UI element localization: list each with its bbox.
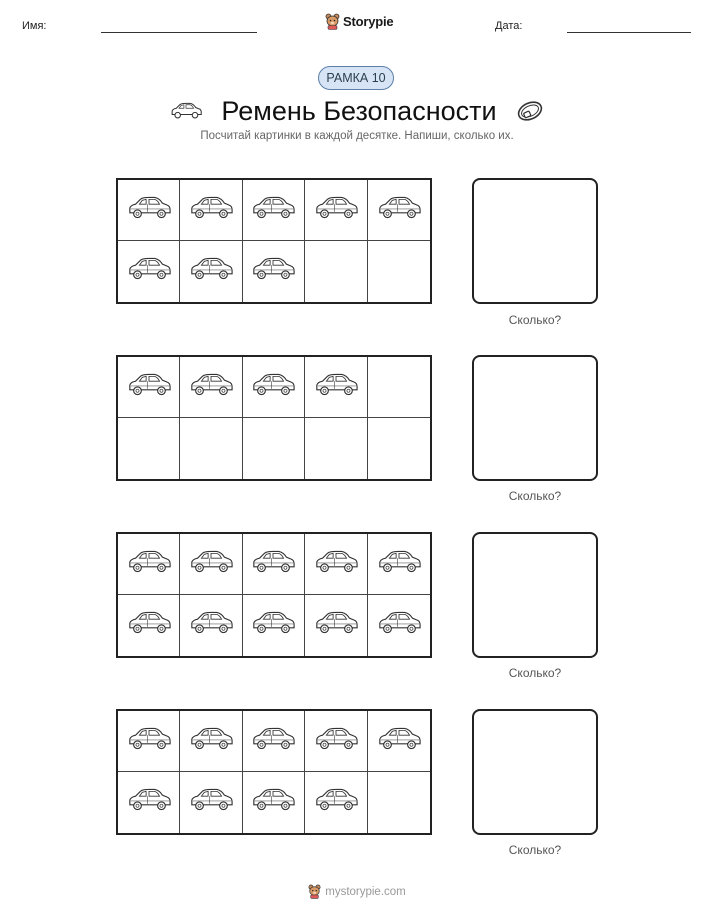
answer-box[interactable] (472, 355, 598, 481)
frame-cell (118, 180, 180, 241)
answer-label: Сколько? (508, 666, 562, 680)
frame-cell (243, 772, 305, 833)
frame-cell (368, 772, 430, 833)
car-icon (126, 195, 172, 226)
car-icon (313, 549, 359, 580)
frame-cell (118, 241, 180, 302)
frame-cell (305, 595, 367, 656)
brand-logo (325, 13, 393, 30)
car-icon (376, 195, 422, 226)
car-icon (313, 610, 359, 641)
ten-frame (116, 532, 432, 658)
frame-badge: РАМКА 10 (318, 66, 394, 90)
seatbelt-icon (515, 99, 545, 123)
frame-cell (368, 180, 430, 241)
car-icon (250, 372, 296, 403)
car-icon (126, 610, 172, 641)
footer-url[interactable]: mystorypie.com (325, 885, 406, 898)
bear-icon (308, 884, 321, 899)
frame-cell (368, 711, 430, 772)
frame-cell (243, 241, 305, 302)
car-icon (188, 195, 234, 226)
frame-cell (243, 534, 305, 595)
frame-cell (368, 241, 430, 302)
instructions: Посчитай картинки в каждой десятке. Напиши, сколько их. (200, 130, 514, 142)
car-icon (313, 787, 359, 818)
frame-cell (180, 241, 242, 302)
frame-cell (118, 418, 180, 479)
frame-cell (180, 711, 242, 772)
frame-cell (305, 180, 367, 241)
name-line[interactable] (101, 32, 257, 33)
frame-cell (180, 534, 242, 595)
brand-name: Storypie (343, 14, 394, 29)
frame-cell (305, 357, 367, 418)
frame-cell (180, 772, 242, 833)
name-label: Имя: (22, 20, 47, 32)
bear-icon (325, 13, 340, 30)
date-label: Дата: (495, 20, 523, 32)
frame-cell (118, 357, 180, 418)
car-icon (188, 787, 234, 818)
frame-cell (243, 180, 305, 241)
car-icon (126, 787, 172, 818)
frame-cell (118, 711, 180, 772)
answer-box[interactable] (472, 709, 598, 835)
frame-cell (368, 357, 430, 418)
car-icon (188, 726, 234, 757)
page-title: Ремень Безопасности (221, 95, 497, 126)
car-icon (376, 726, 422, 757)
title-row (0, 94, 714, 128)
frame-cell (305, 711, 367, 772)
answer-label: Сколько? (508, 313, 562, 327)
frame-cell (180, 357, 242, 418)
car-icon (188, 549, 234, 580)
frame-cell (368, 418, 430, 479)
frame-cell (180, 418, 242, 479)
car-icon (250, 610, 296, 641)
car-icon (169, 102, 203, 120)
car-icon (250, 256, 296, 287)
date-line[interactable] (567, 32, 691, 33)
car-icon (376, 549, 422, 580)
frame-cell (180, 595, 242, 656)
frame-cell (243, 357, 305, 418)
frame-cell (118, 772, 180, 833)
frame-cell (368, 595, 430, 656)
ten-frame (116, 709, 432, 835)
frame-cell (368, 534, 430, 595)
car-icon (188, 372, 234, 403)
car-icon (313, 726, 359, 757)
car-icon (126, 256, 172, 287)
frame-cell (243, 711, 305, 772)
frame-cell (180, 180, 242, 241)
footer (0, 884, 714, 899)
frame-cell (118, 534, 180, 595)
answer-label: Сколько? (508, 843, 562, 857)
frame-cell (118, 595, 180, 656)
car-icon (376, 610, 422, 641)
car-icon (126, 372, 172, 403)
car-icon (250, 549, 296, 580)
frame-cell (243, 418, 305, 479)
frame-cell (305, 241, 367, 302)
frame-cell (305, 418, 367, 479)
car-icon (250, 195, 296, 226)
car-icon (188, 256, 234, 287)
car-icon (313, 372, 359, 403)
car-icon (188, 610, 234, 641)
answer-label: Сколько? (508, 489, 562, 503)
frame-cell (305, 534, 367, 595)
answer-box[interactable] (472, 178, 598, 304)
frame-cell (243, 595, 305, 656)
car-icon (250, 726, 296, 757)
car-icon (250, 787, 296, 818)
ten-frame (116, 355, 432, 481)
car-icon (126, 549, 172, 580)
car-icon (126, 726, 172, 757)
car-icon (313, 195, 359, 226)
answer-box[interactable] (472, 532, 598, 658)
frame-cell (305, 772, 367, 833)
ten-frame (116, 178, 432, 304)
